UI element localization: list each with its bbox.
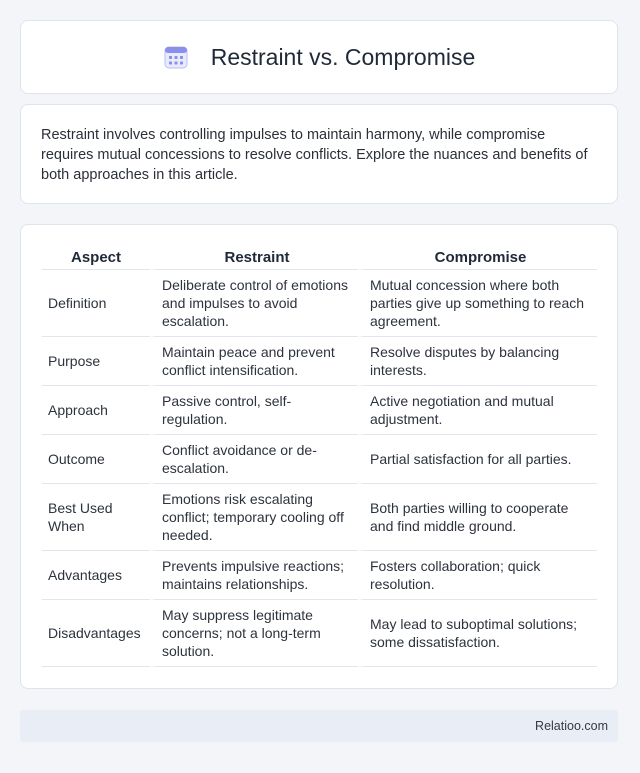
comparison-table xyxy=(42,245,597,667)
cell-restraint: Emotions risk escalating conflict; temporary cooling off needed. xyxy=(150,484,358,551)
table-row xyxy=(42,337,597,386)
header-compromise: Compromise xyxy=(358,245,597,270)
footer-brand[interactable]: Relatioo.com xyxy=(535,719,608,733)
header-restraint: Restraint xyxy=(150,245,358,270)
cell-compromise: May lead to suboptimal solutions; some dissatisfaction. xyxy=(358,600,597,667)
cell-restraint: Conflict avoidance or de-escalation. xyxy=(150,435,358,484)
table-header-row xyxy=(42,245,597,270)
cell-restraint: May suppress legitimate concerns; not a long-term solution. xyxy=(150,600,358,667)
cell-aspect: Purpose xyxy=(42,337,150,386)
cell-compromise: Both parties willing to cooperate and find middle ground. xyxy=(358,484,597,551)
cell-restraint: Passive control, self-regulation. xyxy=(150,386,358,435)
table-row xyxy=(42,435,597,484)
intro-card xyxy=(20,104,618,204)
cell-aspect: Outcome xyxy=(42,435,150,484)
title-card xyxy=(20,20,618,94)
table-row xyxy=(42,270,597,337)
table-row xyxy=(42,386,597,435)
cell-aspect: Disadvantages xyxy=(42,600,150,667)
cell-compromise: Mutual concession where both parties give up something to reach agreement. xyxy=(358,270,597,337)
cell-aspect: Best Used When xyxy=(42,484,150,551)
table-row xyxy=(42,600,597,667)
cell-restraint: Prevents impulsive reactions; maintains relationships. xyxy=(150,551,358,600)
cell-restraint: Deliberate control of emotions and impulses to avoid escalation. xyxy=(150,270,358,337)
cell-compromise: Resolve disputes by balancing interests. xyxy=(358,337,597,386)
footer-bar xyxy=(20,710,618,742)
table-row xyxy=(42,484,597,551)
table-row xyxy=(42,551,597,600)
intro-text: Restraint involves controlling impulses to maintain harmony, while compromise requires mutual concessions to resolve conflicts. Explore the nuances and benefits of both approaches in this article. xyxy=(41,127,588,183)
header-aspect: Aspect xyxy=(42,245,150,270)
cell-restraint: Maintain peace and prevent conflict intensification. xyxy=(150,337,358,386)
cell-aspect: Approach xyxy=(42,386,150,435)
cell-compromise: Fosters collaboration; quick resolution. xyxy=(358,551,597,600)
cell-aspect: Definition xyxy=(42,270,150,337)
cell-aspect: Advantages xyxy=(42,551,150,600)
cell-compromise: Partial satisfaction for all parties. xyxy=(358,435,597,484)
comparison-table-card xyxy=(20,224,618,689)
page-title: Restraint vs. Compromise xyxy=(210,43,476,70)
calendar-icon xyxy=(163,44,189,70)
cell-compromise: Active negotiation and mutual adjustment. xyxy=(358,386,597,435)
